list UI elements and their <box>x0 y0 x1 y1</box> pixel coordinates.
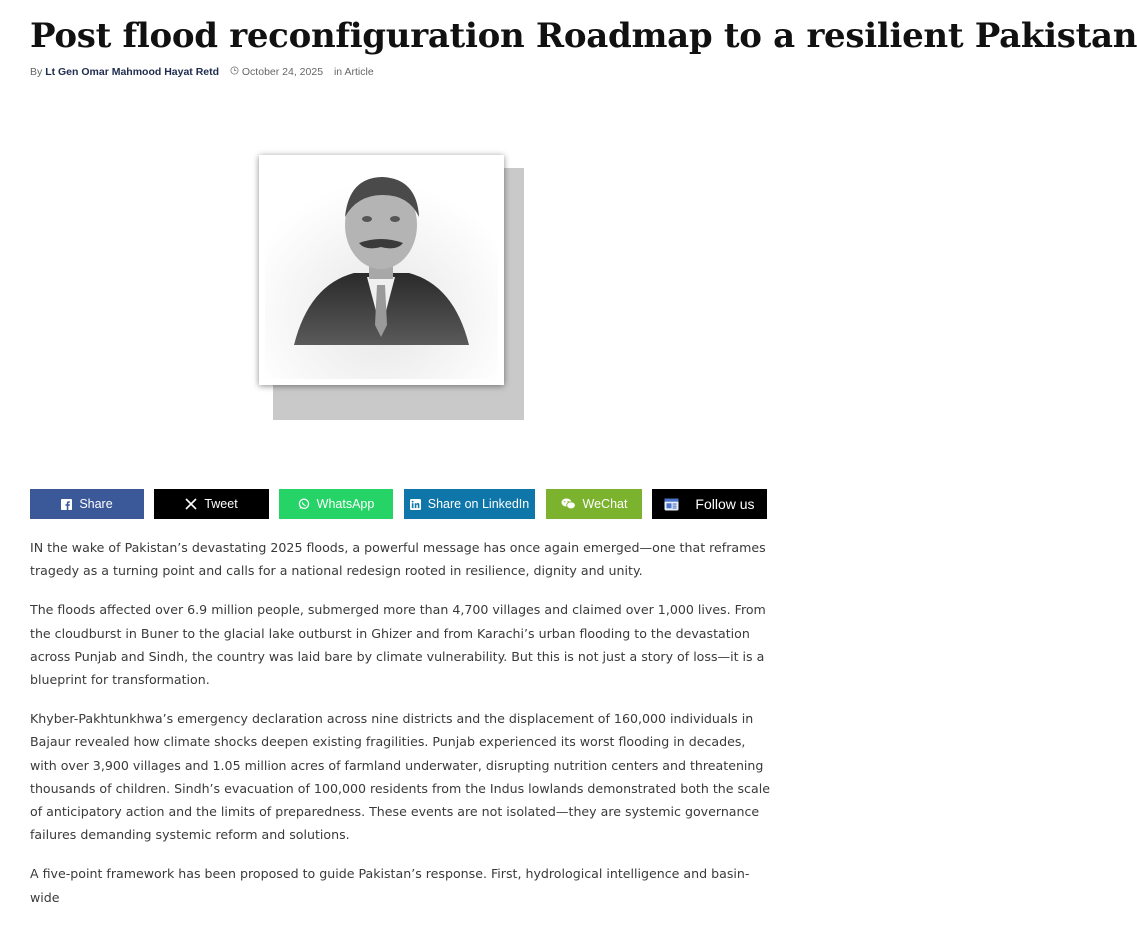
publish-date: October 24, 2025 <box>241 66 324 78</box>
tweet-label: Tweet <box>204 497 238 511</box>
article-meta <box>30 66 374 78</box>
article-body <box>30 536 770 925</box>
tweet-button[interactable] <box>154 489 269 519</box>
clock-icon <box>230 66 239 78</box>
paragraph: A five-point framework has been proposed to guide Pakistan’s response. First, hydrological intelligence and basin-wide <box>30 866 750 905</box>
linkedin-icon <box>410 499 421 510</box>
facebook-icon <box>61 499 72 510</box>
facebook-share-label: Share <box>79 497 113 511</box>
author-link[interactable]: Lt Gen Omar Mahmood Hayat Retd <box>45 66 220 78</box>
whatsapp-icon <box>298 498 310 510</box>
paragraph: Khyber-Pakhtunkhwa’s emergency declaration across nine districts and the displacement of 160,000 individuals in Bajaur revealed how climate shocks deepen existing fragilities. Punjab experienced its worst flooding in decades, with over 3,900 villages and 1.05 million acres of farmland underwater, disrupting nutrition centers and threatening thousands of children. Sindh’s evacuation of 100,000 residents from the Indus lowlands demonstrated both the scale of anticipatory action and the limits of preparedness. These events are not isolated—they are systemic governance failures demanding systemic reform and solutions. <box>30 711 770 843</box>
linkedin-label: Share on LinkedIn <box>427 497 530 511</box>
in-label: in <box>333 66 343 78</box>
portrait-illustration <box>259 155 504 385</box>
whatsapp-share-button[interactable] <box>279 489 393 519</box>
wechat-share-button[interactable] <box>546 489 642 519</box>
linkedin-share-button[interactable] <box>404 489 535 519</box>
whatsapp-label: WhatsApp <box>316 497 375 511</box>
wechat-label: WeChat <box>582 497 628 511</box>
x-icon <box>185 498 197 510</box>
by-label: By <box>30 66 43 78</box>
facebook-share-button[interactable] <box>30 489 144 519</box>
paragraph: The floods affected over 6.9 million people, submerged more than 4,700 villages and claimed over 1,000 lives. From the cloudburst in Buner to the glacial lake outburst in Ghizer and from Karachi’s urban flooding to the devastation across Punjab and Sindh, the country was laid bare by climate vulnerability. But this is not just a story of loss—it is a blueprint for transformation. <box>30 602 766 688</box>
category-link[interactable]: Article <box>344 66 374 78</box>
follow-us-label: Follow us <box>695 496 755 512</box>
paragraph: IN the wake of Pakistan’s devastating 2025 floods, a powerful message has once again emerged—one that reframes tragedy as a turning point and calls for a national redesign rooted in resilience, dignity and unity. <box>30 540 766 579</box>
follow-us-button[interactable] <box>652 489 767 519</box>
author-photo <box>259 155 527 423</box>
article-title: Post flood reconfiguration Roadmap to a resilient Pakistan <box>30 16 1137 56</box>
wechat-icon <box>561 498 576 510</box>
share-bar <box>30 489 768 519</box>
news-icon <box>664 498 679 511</box>
